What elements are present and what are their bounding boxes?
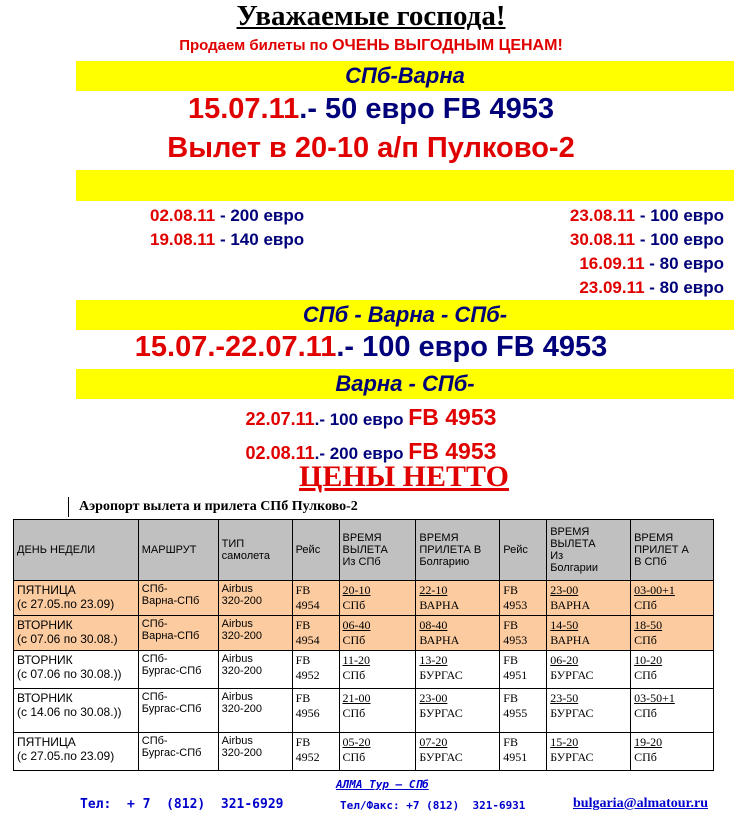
header-back xyxy=(631,520,714,581)
table-cell xyxy=(292,616,339,651)
cell-line: 320-200 xyxy=(221,595,263,607)
table-cell xyxy=(547,733,631,771)
table-row xyxy=(14,616,714,651)
cell-line: 11-20 xyxy=(342,653,371,667)
header-flight2: Рейс xyxy=(500,520,547,581)
table-cell xyxy=(14,581,139,616)
route2-line xyxy=(0,331,742,364)
route3-header: Варна - СПб- xyxy=(76,369,734,399)
cell-line: 4955 xyxy=(503,706,528,720)
header-day: ДЕНЬ НЕДЕЛИ xyxy=(14,520,139,581)
cell-line: 320-200 xyxy=(221,630,263,642)
route1-line1 xyxy=(0,93,742,126)
table-cell xyxy=(631,581,714,616)
table-cell xyxy=(14,651,139,689)
cell-line: 18-50 xyxy=(634,618,663,632)
header-dep xyxy=(339,520,416,581)
cell-line: 06-40 xyxy=(342,618,371,632)
cell-line: 08-40 xyxy=(419,618,448,632)
table-cell xyxy=(292,689,339,733)
airport-caption: Аэропорт вылета и прилета СПб Пулково-2 xyxy=(68,497,358,517)
header-plane-l1: ТИП xyxy=(221,538,245,550)
cell-line: 4953 xyxy=(503,633,528,647)
table-cell xyxy=(292,651,339,689)
price-value: - 200 евро xyxy=(215,206,305,225)
table-cell xyxy=(547,616,631,651)
cell-line: БУРГАС xyxy=(419,668,463,682)
table-cell xyxy=(218,689,292,733)
table-header-row xyxy=(14,520,714,581)
route2-date: 15.07.-22.07.11 xyxy=(134,331,337,363)
cell-line: СПб xyxy=(342,598,366,612)
cell-line: ВАРНА xyxy=(419,598,460,612)
table-cell xyxy=(218,616,292,651)
table-cell xyxy=(416,689,500,733)
table-cell xyxy=(14,733,139,771)
cell-line: СПб xyxy=(634,598,657,612)
cell-line: FB xyxy=(295,653,311,667)
cell-line: FB xyxy=(295,583,311,597)
table-cell xyxy=(416,733,500,771)
cell-line: ВТОРНИК xyxy=(17,653,73,667)
prices-left xyxy=(150,204,304,252)
table-cell xyxy=(547,651,631,689)
header-plane-l2: самолета xyxy=(221,550,270,562)
route3-row xyxy=(0,402,742,436)
cell-line: 06-20 xyxy=(550,653,579,667)
price-row xyxy=(570,252,724,276)
price-row xyxy=(570,204,724,228)
cell-line: ВТОРНИК xyxy=(17,618,73,632)
cell-line: 05-20 xyxy=(342,735,371,749)
cell-line: СПб xyxy=(342,633,366,647)
cell-line: СПб- xyxy=(141,653,168,665)
price-row xyxy=(150,228,304,252)
table-row xyxy=(14,651,714,689)
cell-line: FB xyxy=(295,691,311,705)
cell-line: СПб- xyxy=(141,735,168,747)
route2-flight: FB 4953 xyxy=(496,331,608,363)
price-date: 19.08.11 xyxy=(150,230,216,249)
phone: Тел: + 7 (812) 321-6929 xyxy=(80,797,284,812)
route3-date: 02.08.11 xyxy=(245,443,315,463)
cell-line: (с 14.06 по 30.08.)) xyxy=(17,705,122,719)
table-cell xyxy=(138,616,218,651)
page-title: Уважаемые господа! xyxy=(236,0,506,32)
cell-line: СПб xyxy=(342,668,366,682)
price-row xyxy=(150,204,304,228)
route1-flight: FB 4953 xyxy=(442,93,555,125)
table-cell xyxy=(339,651,416,689)
cell-line: 320-200 xyxy=(221,747,263,759)
price-date: 02.08.11 xyxy=(150,206,216,225)
cell-line: БУРГАС xyxy=(419,750,463,764)
table-cell xyxy=(500,581,547,616)
table-cell xyxy=(547,689,631,733)
cell-line: 07-20 xyxy=(419,735,448,749)
route1-departure: Вылет в 20-10 а/п Пулково-2 xyxy=(167,132,575,164)
cell-line: СПб xyxy=(634,633,657,647)
cell-line: 4954 xyxy=(295,598,320,612)
price-row xyxy=(570,228,724,252)
cell-line: БУРГАС xyxy=(550,750,594,764)
header-arr-l2: Болгарию xyxy=(419,556,470,568)
table-cell xyxy=(292,733,339,771)
table-cell xyxy=(500,733,547,771)
price-value: - 100 евро xyxy=(635,206,724,225)
cell-line: FB xyxy=(503,691,518,705)
cell-line: 23-00 xyxy=(419,691,448,705)
table-cell xyxy=(14,616,139,651)
cell-line: ВАРНА xyxy=(550,598,591,612)
cell-line: ВАРНА xyxy=(550,633,591,647)
route3-date: 22.07.11 xyxy=(245,409,315,429)
route2-header: СПб - Варна - СПб- xyxy=(76,300,734,330)
header-dep-l1: ВРЕМЯ ВЫЛЕТА xyxy=(342,532,388,556)
cell-line: FB xyxy=(295,618,311,632)
cell-line: 03-50+1 xyxy=(634,691,675,705)
price-date: 30.08.11 xyxy=(569,230,636,249)
cell-line: Варна-СПб xyxy=(141,630,200,642)
cell-line: 10-20 xyxy=(634,653,663,667)
price-date: 16.09.11 xyxy=(579,254,645,273)
cell-line: БУРГАС xyxy=(419,706,463,720)
cell-line: 21-00 xyxy=(342,691,371,705)
table-cell xyxy=(631,733,714,771)
cell-line: 22-10 xyxy=(419,583,448,597)
cell-line: СПб- xyxy=(141,618,168,630)
table-cell xyxy=(138,689,218,733)
table-cell xyxy=(416,581,500,616)
header-ret-l1: ВРЕМЯ ВЫЛЕТА xyxy=(550,526,596,550)
cell-line: СПб xyxy=(634,668,657,682)
price-value: - 100 евро xyxy=(635,230,724,249)
table-cell xyxy=(218,581,292,616)
route3-flight: FB 4953 xyxy=(408,404,497,430)
price-value: - 80 евро xyxy=(644,278,724,297)
route3-price: .- 100 евро xyxy=(314,410,409,429)
price-date: 23.09.11 xyxy=(579,278,645,297)
cell-line: FB xyxy=(295,735,311,749)
table-cell xyxy=(631,616,714,651)
cell-line: 4952 xyxy=(295,668,320,682)
cell-line: (с 27.05.по 23.09) xyxy=(17,597,115,611)
cell-line: Airbus xyxy=(221,583,253,595)
subtitle-lead: Продаем билеты по xyxy=(179,37,333,54)
price-value: - 140 евро xyxy=(215,230,305,249)
company-name: АЛМА Тур – СПб xyxy=(336,778,429,791)
header-plane xyxy=(218,520,292,581)
cell-line: БУРГАС xyxy=(550,706,594,720)
table-cell xyxy=(631,689,714,733)
cell-line: (с 07.06 по 30.08.)) xyxy=(17,667,122,681)
route1-header: СПб-Варна xyxy=(76,61,734,91)
table-cell xyxy=(138,651,218,689)
table-row xyxy=(14,689,714,733)
subtitle-highlight: ОЧЕНЬ ВЫГОДНЫМ ЦЕНАМ! xyxy=(332,37,563,54)
cell-line: 14-50 xyxy=(550,618,579,632)
cell-line: СПб- xyxy=(141,691,168,703)
cell-line: СПб- xyxy=(141,583,168,595)
cell-line: 4956 xyxy=(295,706,320,720)
header-arr-l1: ВРЕМЯ ПРИЛЕТА В xyxy=(419,532,482,556)
route1-price: .- 50 евро xyxy=(299,93,443,125)
header-arr xyxy=(416,520,500,581)
cell-line: ПЯТНИЦА xyxy=(17,735,76,749)
cell-line: 20-10 xyxy=(342,583,371,597)
table-cell xyxy=(631,651,714,689)
route1-date: 15.07.11 xyxy=(187,93,300,125)
table-cell xyxy=(500,651,547,689)
cell-line: ПЯТНИЦА xyxy=(17,583,76,597)
net-prices-heading: ЦЕНЫ НЕТТО xyxy=(299,460,509,493)
table-cell xyxy=(339,616,416,651)
cell-line: 320-200 xyxy=(221,703,263,715)
cell-line: (с 27.05.по 23.09) xyxy=(17,749,115,763)
cell-line: FB xyxy=(503,653,518,667)
cell-line: 4952 xyxy=(295,750,320,764)
header-dep-l2: Из СПб xyxy=(342,556,381,568)
cell-line: 4951 xyxy=(503,750,528,764)
subtitle xyxy=(0,37,742,55)
cell-line: 320-200 xyxy=(221,665,263,677)
table-cell xyxy=(500,616,547,651)
table-cell xyxy=(339,733,416,771)
cell-line: 15-20 xyxy=(550,735,579,749)
cell-line: FB xyxy=(503,735,518,749)
cell-line: БУРГАС xyxy=(550,668,594,682)
table-cell xyxy=(138,733,218,771)
cell-line: 4953 xyxy=(503,598,528,612)
route3-flight: FB 4953 xyxy=(408,438,497,464)
cell-line: 13-20 xyxy=(419,653,448,667)
cell-line: Бургас-СПб xyxy=(141,703,202,715)
cell-line: 4954 xyxy=(295,633,320,647)
schedule-table xyxy=(13,519,714,771)
header-route: МАРШРУТ xyxy=(138,520,218,581)
table-cell xyxy=(14,689,139,733)
table-cell xyxy=(339,581,416,616)
cell-line: FB xyxy=(503,618,518,632)
header-ret xyxy=(547,520,631,581)
table-cell xyxy=(218,733,292,771)
table-row xyxy=(14,733,714,771)
cell-line: Airbus xyxy=(221,691,253,703)
table-cell xyxy=(416,616,500,651)
cell-line: 23-50 xyxy=(550,691,579,705)
price-value: - 80 евро xyxy=(644,254,724,273)
table-cell xyxy=(292,581,339,616)
table-cell xyxy=(500,689,547,733)
price-row xyxy=(570,276,724,300)
cell-line: FB xyxy=(503,583,518,597)
cell-line: 23-00 xyxy=(550,583,579,597)
cell-line: СПб xyxy=(342,750,366,764)
price-date: 23.08.11 xyxy=(569,206,636,225)
cell-line: Airbus xyxy=(221,735,253,747)
route3-price: .- 200 евро xyxy=(314,444,409,463)
cell-line: ВАРНА xyxy=(419,633,460,647)
header-back-l2: В СПб xyxy=(634,556,667,568)
table-cell xyxy=(138,581,218,616)
cell-line: СПб xyxy=(634,706,657,720)
cell-line: Бургас-СПб xyxy=(141,747,202,759)
header-ret-l2: Из xyxy=(550,550,564,562)
table-cell xyxy=(218,651,292,689)
email-link[interactable]: bulgaria@almatour.ru xyxy=(573,796,709,811)
cell-line: 03-00+1 xyxy=(634,583,675,597)
cell-line: ВТОРНИК xyxy=(17,691,73,705)
cell-line: Бургас-СПб xyxy=(141,665,202,677)
cell-line: Варна-СПб xyxy=(141,595,200,607)
cell-line: (с 07.06 по 30.08.) xyxy=(17,632,118,646)
cell-line: Airbus xyxy=(221,618,253,630)
table-cell xyxy=(547,581,631,616)
route2-price: .- 100 евро xyxy=(336,331,496,363)
yellow-band xyxy=(76,170,734,201)
header-back-l1: ВРЕМЯ ПРИЛЕТ А xyxy=(634,532,689,556)
cell-line: 4951 xyxy=(503,668,528,682)
table-cell xyxy=(339,689,416,733)
cell-line: 19-20 xyxy=(634,735,663,749)
table-row xyxy=(14,581,714,616)
table-cell xyxy=(416,651,500,689)
cell-line: Airbus xyxy=(221,653,253,665)
header-ret-l3: Болгарии xyxy=(550,562,599,574)
header-flight: Рейс xyxy=(292,520,339,581)
prices-right xyxy=(570,204,724,300)
cell-line: СПб xyxy=(634,750,657,764)
cell-line: СПб xyxy=(342,706,366,720)
fax: Тел/Факс: +7 (812) 321-6931 xyxy=(340,799,526,812)
